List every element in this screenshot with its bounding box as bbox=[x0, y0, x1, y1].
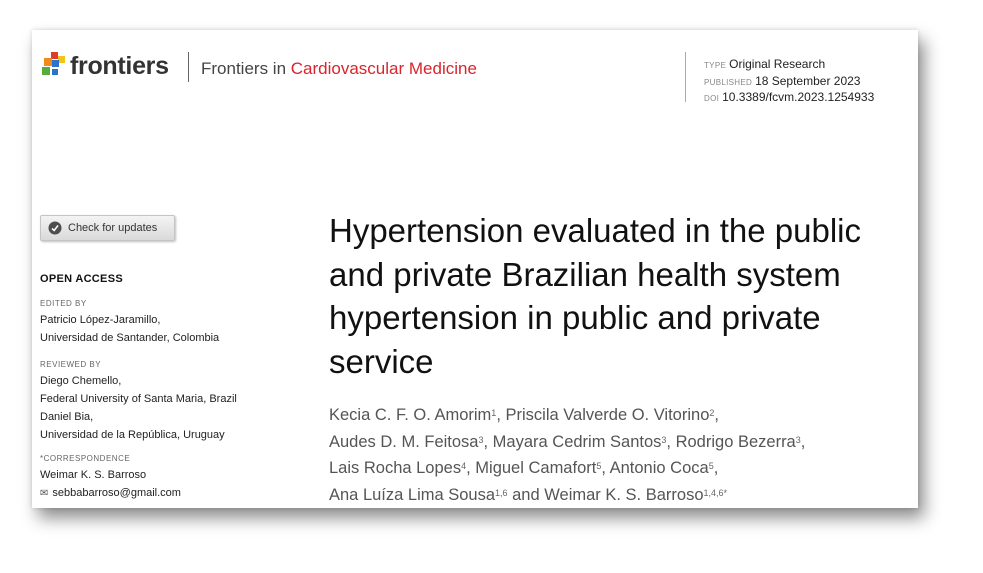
author-affiliation-sup: 1,4,6* bbox=[703, 487, 728, 498]
author-name: Lais Rocha Lopes bbox=[329, 459, 462, 477]
article-title: Hypertension evaluated in the public and private Brazilian health system hypertension in public and private service bbox=[329, 212, 862, 380]
author-name: Ana Luíza Lima Sousa bbox=[329, 485, 496, 504]
meta-type: TYPE Original Research bbox=[704, 57, 826, 71]
author-affiliation-sup: 5 bbox=[708, 461, 714, 471]
author-name: Antonio Coca bbox=[609, 459, 709, 477]
editor-name: Patricio López-Jaramillo, bbox=[40, 314, 161, 326]
check-for-updates-button[interactable] bbox=[40, 215, 175, 241]
author-name: Priscila Valverde O. Vitorino bbox=[505, 406, 710, 424]
reviewer-name: Daniel Bia, bbox=[40, 411, 94, 423]
meta-divider bbox=[685, 52, 686, 102]
author-affiliation-sup: 5 bbox=[596, 461, 602, 471]
author-separator: , bbox=[496, 406, 506, 424]
author-separator: , bbox=[800, 432, 806, 451]
author-list bbox=[329, 402, 914, 508]
author-separator: and bbox=[507, 485, 545, 504]
author-name: Audes D. M. Feitosa bbox=[329, 432, 479, 451]
open-access-label: OPEN ACCESS bbox=[40, 273, 123, 285]
author-affiliation-sup: 2 bbox=[709, 408, 715, 418]
author-name: Weimar K. S. Barroso bbox=[544, 485, 704, 504]
journal-prefix: Frontiers in bbox=[201, 59, 287, 78]
journal-name: Cardiovascular Medicine bbox=[290, 59, 477, 78]
mail-icon: ✉ bbox=[40, 488, 49, 499]
reviewer-name: Diego Chemello, bbox=[40, 375, 122, 387]
header-divider bbox=[188, 52, 189, 82]
author-name: Mayara Cedrim Santos bbox=[492, 432, 662, 451]
author-separator: , bbox=[714, 406, 719, 424]
update-check-icon bbox=[48, 221, 62, 235]
reviewer-affiliation: Universidad de la República, Uruguay bbox=[40, 429, 225, 441]
article-meta bbox=[704, 57, 874, 107]
correspondence-email-row[interactable] bbox=[40, 484, 181, 503]
frontiers-logo-icon bbox=[42, 52, 66, 78]
author-affiliation-sup: 1 bbox=[491, 408, 497, 418]
author-separator: , bbox=[666, 432, 676, 451]
reviewed-by-section bbox=[40, 358, 237, 444]
author-affiliation-sup: 3 bbox=[478, 434, 484, 445]
correspondence-label: *CORRESPONDENCE bbox=[40, 454, 131, 463]
author-separator: , bbox=[466, 459, 476, 477]
meta-published: PUBLISHED 18 September 2023 bbox=[704, 73, 861, 88]
editor-affiliation: Universidad de Santander, Colombia bbox=[40, 332, 220, 344]
correspondence-name: Weimar K. S. Barroso bbox=[40, 469, 147, 481]
author-affiliation-sup: 1,6 bbox=[495, 487, 508, 498]
reviewer-affiliation: Federal University of Santa Maria, Brazil bbox=[40, 393, 237, 405]
correspondence-email[interactable]: sebbabarroso@gmail.com bbox=[52, 487, 181, 499]
article-page bbox=[32, 30, 918, 508]
brand-name: frontiers bbox=[70, 52, 169, 80]
author-separator: , bbox=[713, 459, 719, 477]
edited-by-section bbox=[40, 297, 219, 347]
author-name: Miguel Camafort bbox=[475, 459, 597, 477]
author-name: Rodrigo Bezerra bbox=[675, 432, 796, 451]
author-affiliation-sup: 4 bbox=[461, 461, 467, 471]
reviewed-by-label: REVIEWED BY bbox=[40, 360, 102, 369]
author-separator: , bbox=[483, 432, 493, 451]
author-affiliation-sup: 3 bbox=[661, 434, 667, 445]
author-separator: , bbox=[601, 459, 610, 477]
correspondence-section bbox=[40, 452, 181, 503]
check-for-updates-label: Check for updates bbox=[68, 222, 158, 234]
author-affiliation-sup: 3 bbox=[795, 434, 801, 445]
meta-doi[interactable]: DOI 10.3389/fcvm.2023.1254933 bbox=[704, 90, 875, 104]
edited-by-label: EDITED BY bbox=[40, 299, 87, 308]
journal-title bbox=[201, 59, 477, 79]
author-name: Kecia C. F. O. Amorim bbox=[329, 406, 492, 424]
